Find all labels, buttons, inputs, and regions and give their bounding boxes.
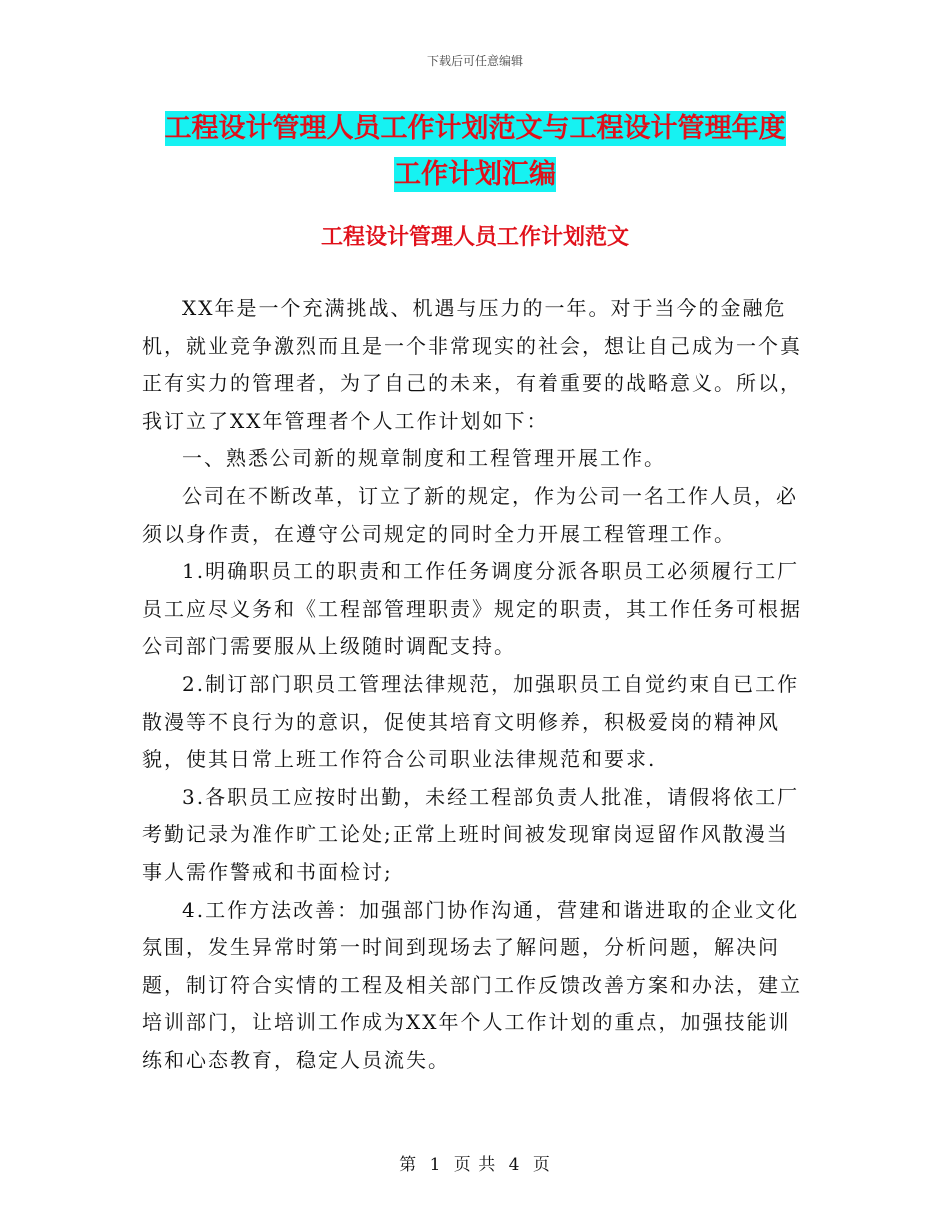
document-body — [142, 290, 810, 1079]
paragraph: 一、熟悉公司新的规章制度和工程管理开展工作。 — [182, 446, 666, 471]
footer-suffix: 页 — [532, 1155, 551, 1175]
document-title — [130, 106, 820, 198]
section-title: 工程设计管理人员工作计划范文 — [320, 224, 629, 250]
footer-middle: 页 共 — [453, 1155, 497, 1175]
footer-prefix: 第 — [399, 1155, 418, 1175]
paragraph: 4.工作方法改善：加强部门协作沟通，营建和谐进取的企业文化氛围，发生异常时第一时间到现场去了解问题，分析问题，解决问题，制订符合实情的工程及相关部门工作反馈改善方案和办法，建立培训部门，让培训工作成为XX年个人工作计划的重点，加强技能训练和心态教育，稳定人员流失。 — [142, 897, 802, 1072]
paragraph: 公司在不断改革，订立了新的规定，作为公司一名工作人员，必须以身作责，在遵守公司规定的同时全力开展工程管理工作。 — [142, 483, 798, 546]
title-line-1: 工程设计管理人员工作计划范文与工程设计管理年度 — [164, 113, 786, 144]
paragraph: 3.各职员工应按时出勤，未经工程部负责人批准，请假将依工厂考勤记录为准作旷工论处;正常上班时间被发现窜岗逗留作风散漫当事人需作警戒和书面检讨; — [142, 784, 800, 884]
paragraph: XX年是一个充满挑战、机遇与压力的一年。对于当今的金融危机，就业竞争激烈而且是一个非常现实的社会，想让自己成为一个真正有实力的管理者，为了自己的未来，有着重要的战略意义。所以，我订立了XX年管理者个人工作计划如下： — [142, 296, 802, 433]
page-number: 1 — [429, 1155, 442, 1175]
title-line-2: 工作计划汇编 — [394, 159, 556, 190]
total-pages: 4 — [508, 1155, 521, 1175]
header-note: 下载后可任意编辑 — [426, 54, 523, 68]
paragraph: 1.明确职员工的职责和工作任务调度分派各职员工必须履行工厂员工应尽义务和《工程部管理职责》规定的职责，其工作任务可根据公司部门需要服从上级随时调配支持。 — [142, 559, 802, 659]
page-footer — [0, 1150, 950, 1175]
paragraph: 2.制订部门职员工管理法律规范，加强职员工自觉约束自已工作散漫等不良行为的意识，促使其培育文明修养，积极爱岗的精神风貌，使其日常上班工作符合公司职业法律规范和要求. — [142, 671, 800, 772]
